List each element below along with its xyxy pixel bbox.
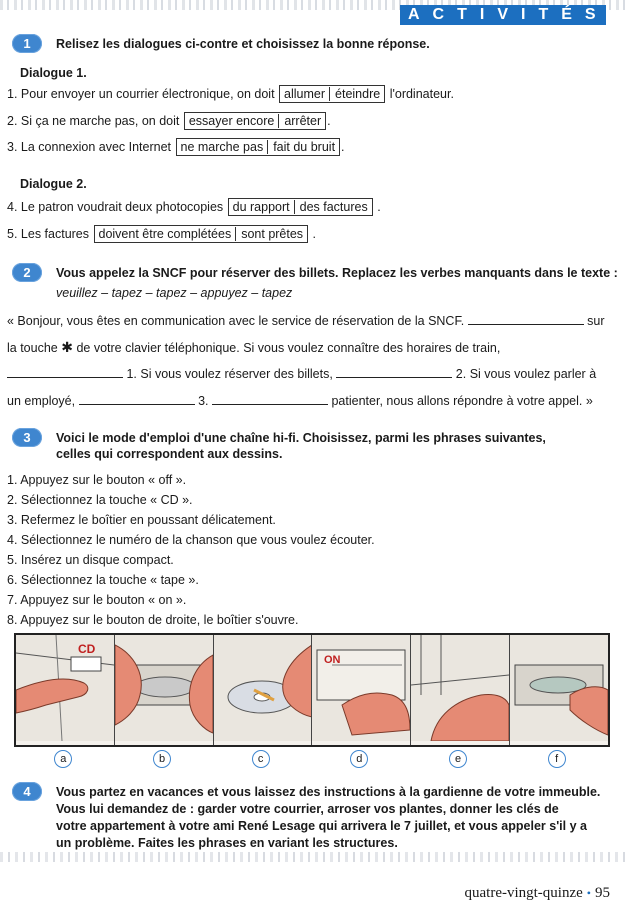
exercise-4-line-1: Vous partez en vacances et vous laissez des instructions à la gardienne de votre immeuble. bbox=[56, 785, 601, 799]
ex3-item: 1. Appuyez sur le bouton « off ». bbox=[7, 473, 187, 487]
page-number-words: quatre-vingt-quinze bbox=[464, 885, 583, 901]
ex3-item: 7. Appuyez sur le bouton « on ». bbox=[7, 593, 187, 607]
panel-b-open-tray bbox=[115, 635, 214, 745]
panel-letters bbox=[14, 750, 606, 768]
choice-box[interactable]: allumer éteindre bbox=[279, 85, 385, 103]
dialogue-1-title: Dialogue 1. bbox=[20, 66, 87, 80]
ex1-item-1: 1. Pour envoyer un courrier électronique, on doit allumer éteindre l'ordinateur. bbox=[7, 87, 454, 101]
exercise-4-line-3: votre appartement à votre ami René Lesage qui arrivera le 7 juillet, et vous appeler s'il y a bbox=[56, 819, 587, 833]
choice-box[interactable]: essayer encore arrêter bbox=[184, 112, 326, 130]
on-label: ON bbox=[324, 654, 341, 666]
page-footer bbox=[440, 885, 610, 902]
letter-c: c bbox=[252, 750, 270, 768]
exercise-2-instruction: Vous appelez la SNCF pour réserver des billets. Replacez les verbes manquants dans le texte : bbox=[56, 266, 618, 280]
ex3-item: 2. Sélectionnez la touche « CD ». bbox=[7, 493, 193, 507]
ex1-item-4: 4. Le patron voudrait deux photocopies du rapport des factures . bbox=[7, 200, 381, 214]
ex3-item: 8. Appuyez sur le bouton de droite, le boîtier s'ouvre. bbox=[7, 613, 299, 627]
panel-a-press-cd bbox=[16, 635, 115, 745]
letter-e: e bbox=[449, 750, 467, 768]
sncf-text-line-4: un employé, 3. patienter, nous allons répondre à votre appel. » bbox=[7, 394, 593, 408]
ex3-item: 3. Refermez le boîtier en poussant délicatement. bbox=[7, 513, 276, 527]
sncf-text-line-3: 1. Si vous voulez réserver des billets, 2. Si vous voulez parler à bbox=[7, 366, 596, 382]
hifi-illustration-strip bbox=[14, 633, 610, 747]
dialogue-2-title: Dialogue 2. bbox=[20, 177, 87, 191]
exercise-3-instruction-2: celles qui correspondent aux dessins. bbox=[56, 447, 283, 461]
panel-f-close-tray bbox=[510, 635, 608, 745]
exercise-3-instruction-1: Voici le mode d'emploi d'une chaîne hi-fi. Choisissez, parmi les phrases suivantes, bbox=[56, 431, 546, 445]
cd-label: CD bbox=[78, 642, 96, 656]
letter-b: b bbox=[153, 750, 171, 768]
blank-field[interactable] bbox=[212, 393, 328, 405]
exercise-1-instruction: Relisez les dialogues ci-contre et choisissez la bonne réponse. bbox=[56, 37, 430, 51]
letter-a: a bbox=[54, 750, 72, 768]
ex3-item: 5. Insérez un disque compact. bbox=[7, 553, 174, 567]
choice-box[interactable]: doivent être complétées sont prêtes bbox=[94, 225, 309, 243]
ex1-item-2: 2. Si ça ne marche pas, on doit essayer encore arrêter . bbox=[7, 114, 331, 128]
exercise-4-line-4: un problème. Faites les phrases en variant les structures. bbox=[56, 836, 398, 850]
letter-d: d bbox=[350, 750, 368, 768]
ex3-item: 4. Sélectionnez le numéro de la chanson que vous voulez écouter. bbox=[7, 533, 375, 547]
panel-e-press-button bbox=[411, 635, 510, 745]
exercise-2-badge: 2 bbox=[12, 263, 42, 282]
footer-dot-icon: • bbox=[586, 886, 591, 900]
panel-d-press-on bbox=[312, 635, 411, 745]
panel-c-insert-disc bbox=[214, 635, 313, 745]
ex3-item: 6. Sélectionnez la touche « tape ». bbox=[7, 573, 199, 587]
activites-banner: ACTIVITÉS bbox=[400, 5, 606, 25]
blank-field[interactable] bbox=[468, 313, 584, 325]
exercise-4-line-2: Vous lui demandez de : garder votre courrier, arroser vos plantes, donner les clés de bbox=[56, 802, 559, 816]
exercise-1-badge: 1 bbox=[12, 34, 42, 53]
sncf-text-line-1: « Bonjour, vous êtes en communication avec le service de réservation de la SNCF. sur bbox=[7, 314, 605, 328]
blank-field[interactable] bbox=[336, 366, 452, 378]
exercise-3-badge: 3 bbox=[12, 428, 42, 447]
ex1-item-3: 3. La connexion avec Internet ne marche pas fait du bruit . bbox=[7, 140, 345, 154]
letter-f: f bbox=[548, 750, 566, 768]
exercise-4-badge: 4 bbox=[12, 782, 42, 801]
bottom-texture bbox=[0, 852, 630, 862]
ex1-item-5: 5. Les factures doivent être complétées sont prêtes . bbox=[7, 227, 317, 241]
sncf-text-line-2: la touche ✱ de votre clavier téléphonique. Si vous voulez connaître des horaires de train, bbox=[7, 339, 501, 355]
blank-field[interactable] bbox=[79, 393, 195, 405]
blank-field[interactable] bbox=[7, 366, 123, 378]
verb-list: veuillez – tapez – tapez – appuyez – tapez bbox=[56, 286, 293, 300]
page-number: 95 bbox=[595, 885, 610, 901]
choice-box[interactable]: du rapport des factures bbox=[228, 198, 373, 216]
choice-box[interactable]: ne marche pas fait du bruit bbox=[176, 138, 341, 156]
star-key-icon: ✱ bbox=[61, 339, 73, 355]
